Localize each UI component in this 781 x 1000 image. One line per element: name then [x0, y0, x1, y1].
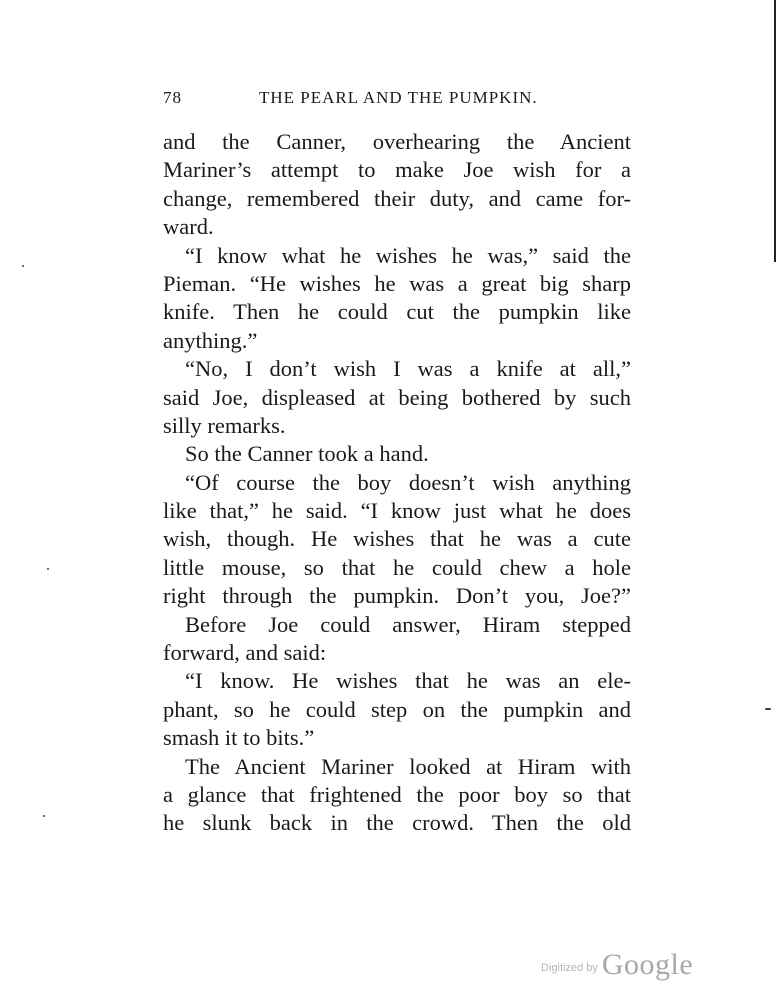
text-line: he slunk back in the crowd. Then the old: [163, 810, 631, 836]
running-header: [163, 88, 633, 112]
running-title: THE PEARL AND THE PUMPKIN.: [259, 88, 538, 107]
text-line: “Of course the boy doesn’t wish anything: [185, 469, 631, 495]
page-number: 78: [163, 88, 182, 107]
text-line: said Joe, displeased at being bothered by such: [163, 384, 631, 410]
page-edge-line: [774, 0, 776, 262]
text-line: anything.”: [163, 327, 258, 353]
text-line: change, remembered their duty, and came for-: [163, 185, 631, 211]
text-line: right through the pumpkin. Don’t you, Joe?”: [163, 583, 631, 609]
text-line: Pieman. “He wishes he was a great big sharp: [163, 270, 631, 296]
text-line: “I know. He wishes that he was an ele-: [185, 668, 631, 694]
digitized-watermark: [541, 948, 693, 982]
text-line: The Ancient Mariner looked at Hiram with: [185, 753, 631, 779]
google-logo: Google: [601, 948, 694, 981]
scan-speck: [43, 815, 45, 817]
text-line: silly remarks.: [163, 412, 286, 438]
text-line: phant, so he could step on the pumpkin and: [163, 696, 631, 722]
text-line: smash it to bits.”: [163, 725, 315, 751]
body-text: [163, 128, 631, 838]
text-line: a glance that frightened the poor boy so that: [163, 781, 631, 807]
text-line: forward, and said:: [163, 640, 327, 666]
text-line: So the Canner took a hand.: [185, 441, 429, 467]
text-line: and the Canner, overhearing the Ancient: [163, 129, 631, 154]
text-line: like that,” he said. “I know just what he does: [163, 498, 631, 524]
text-line: little mouse, so that he could chew a hole: [163, 554, 631, 580]
text-line: Mariner’s attempt to make Joe wish for a: [163, 157, 631, 183]
scan-speck: [765, 708, 771, 710]
text-line: “No, I don’t wish I was a knife at all,”: [185, 356, 631, 382]
scan-speck: [47, 568, 49, 570]
text-line: Before Joe could answer, Hiram stepped: [185, 611, 631, 637]
text-line: ward.: [163, 214, 214, 240]
watermark-prefix: Digitized by: [541, 962, 598, 974]
text-line: “I know what he wishes he was,” said the: [185, 242, 631, 268]
text-line: wish, though. He wishes that he was a cute: [163, 526, 631, 552]
scan-speck: [22, 265, 24, 267]
text-line: knife. Then he could cut the pumpkin like: [163, 299, 631, 325]
